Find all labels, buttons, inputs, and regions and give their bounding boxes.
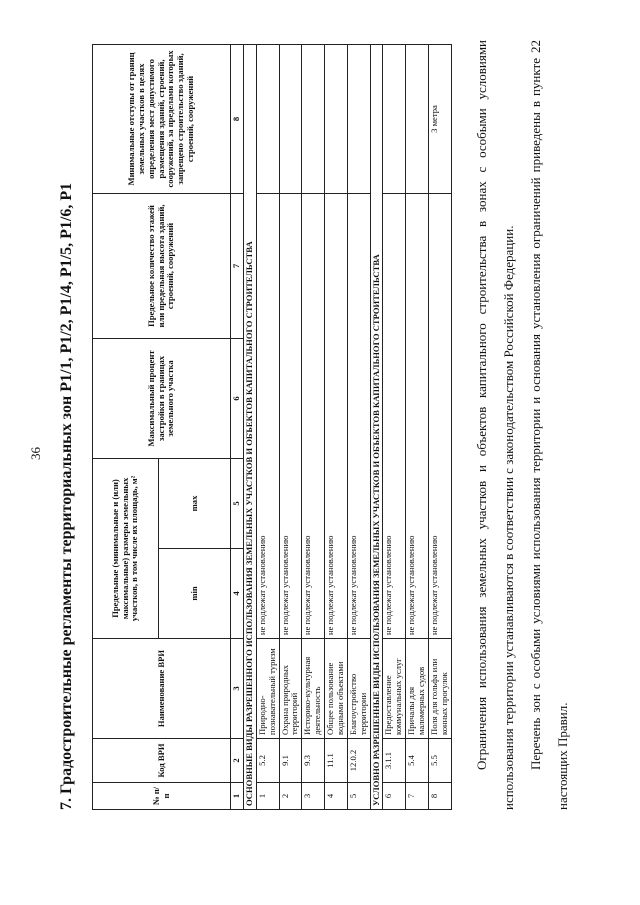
column-number-row — [231, 44, 244, 809]
header-max: max — [159, 458, 231, 548]
regulations-table — [92, 44, 452, 810]
row-value: не подлежат установлению — [406, 193, 429, 638]
header-setback: Минимальные отступы от границ земельных участков в целях определения мест допустимого размещения зданий, строений, сооружений, за пределами которых запрещено строительство зданий, строений, сооружений — [93, 44, 231, 193]
page-number: 36 — [28, 447, 43, 460]
table-row — [428, 44, 451, 809]
table-row — [279, 44, 302, 809]
row-name: Историко-культурная деятельность — [302, 639, 325, 739]
row-value: не подлежат установлению — [428, 193, 451, 638]
row-num: 4 — [325, 783, 348, 810]
header-percent: Максимальный процент застройки в границах земельного участка — [93, 338, 231, 458]
row-setback — [406, 44, 429, 193]
row-code: 5.2 — [256, 739, 279, 783]
header-code: Код ВРИ — [93, 739, 231, 783]
row-value: не подлежат установлению — [279, 193, 302, 638]
header-num: № п/п — [93, 783, 231, 810]
header-sizes: Предельные (минимальные и (или) максимальные) размеры земельных участков, в том числе их площадь, м² — [93, 458, 159, 638]
row-setback — [347, 44, 370, 193]
row-setback — [383, 44, 406, 193]
row-value: не подлежат установлению — [347, 193, 370, 638]
table-row — [325, 44, 348, 809]
row-value: не подлежат установлению — [383, 193, 406, 638]
row-name: Общее пользование водными объектами — [325, 639, 348, 739]
row-code: 5.5 — [428, 739, 451, 783]
row-code: 5.4 — [406, 739, 429, 783]
row-code: 9.1 — [279, 739, 302, 783]
row-name: Поля для гольфа или конных прогулок — [428, 639, 451, 739]
table-row — [383, 44, 406, 809]
row-num: 3 — [302, 783, 325, 810]
col-number: 4 — [231, 549, 244, 639]
header-floors: Предельное количество этажей или предельная высота зданий, строений, сооружений — [93, 193, 231, 338]
col-number: 8 — [231, 44, 244, 193]
table-row — [256, 44, 279, 809]
row-name: Причалы для маломерных судов — [406, 639, 429, 739]
header-name: Наименование ВРИ — [93, 639, 231, 739]
table-row — [406, 44, 429, 809]
row-name: Предоставление коммунальных услуг — [383, 639, 406, 739]
row-num: 6 — [383, 783, 406, 810]
page-title: 7. Градостроительные регламенты территориальных зон Р1/1, Р1/2, Р1/4, Р1/5, Р1/6, Р1 — [58, 182, 75, 810]
row-name: Природно-познавательный туризм — [256, 639, 279, 739]
row-num: 2 — [279, 783, 302, 810]
col-number: 6 — [231, 338, 244, 458]
row-value: не подлежат установлению — [302, 193, 325, 638]
body-text — [468, 40, 576, 810]
row-name: Охрана природных территорий — [279, 639, 302, 739]
header-min: min — [159, 549, 231, 639]
row-num: 8 — [428, 783, 451, 810]
col-number: 5 — [231, 458, 244, 548]
row-setback — [302, 44, 325, 193]
row-code: 9.3 — [302, 739, 325, 783]
table-row — [347, 44, 370, 809]
row-setback — [256, 44, 279, 193]
col-number: 7 — [231, 193, 244, 338]
paragraph-restrictions: Ограничения использования земельных участков и объектов капитального строительства в зонах с особыми условиями использования территории устанавливаются в соответствии с законодательством Российской Федерации. — [474, 40, 516, 810]
paragraph-zone-list: Перечень зон с особыми условиями использования территории и основания установления ограничений приведены в пункте 22 настоящих Правил. — [528, 40, 570, 810]
table-row — [302, 44, 325, 809]
col-number: 1 — [231, 783, 244, 810]
row-setback — [325, 44, 348, 193]
row-num: 7 — [406, 783, 429, 810]
row-num: 5 — [347, 783, 370, 810]
section-main-title: ОСНОВНЫЕ ВИДЫ РАЗРЕШЕННОГО ИСПОЛЬЗОВАНИЯ ЗЕМЕЛЬНЫХ УЧАСТКОВ И ОБЪЕКТОВ КАПИТАЛЬНОГО СТРОИТЕЛЬСТВА — [243, 44, 256, 809]
row-setback — [279, 44, 302, 193]
row-value: не подлежат установлению — [256, 193, 279, 638]
col-number: 2 — [231, 739, 244, 783]
row-value: не подлежат установлению — [325, 193, 348, 638]
section-conditional-title: УСЛОВНО РАЗРЕШЕННЫЕ ВИДЫ ИСПОЛЬЗОВАНИЯ ЗЕМЕЛЬНЫХ УЧАСТКОВ И ОБЪЕКТОВ КАПИТАЛЬНОГО СТРОИТЕЛЬСТВА — [370, 44, 383, 809]
col-number: 3 — [231, 639, 244, 739]
row-code: 3.1.1 — [383, 739, 406, 783]
row-num: 1 — [256, 783, 279, 810]
row-setback: 3 метра — [428, 44, 451, 193]
row-code: 11.1 — [325, 739, 348, 783]
row-code: 12.0.2 — [347, 739, 370, 783]
row-name: Благоустройство территории — [347, 639, 370, 739]
